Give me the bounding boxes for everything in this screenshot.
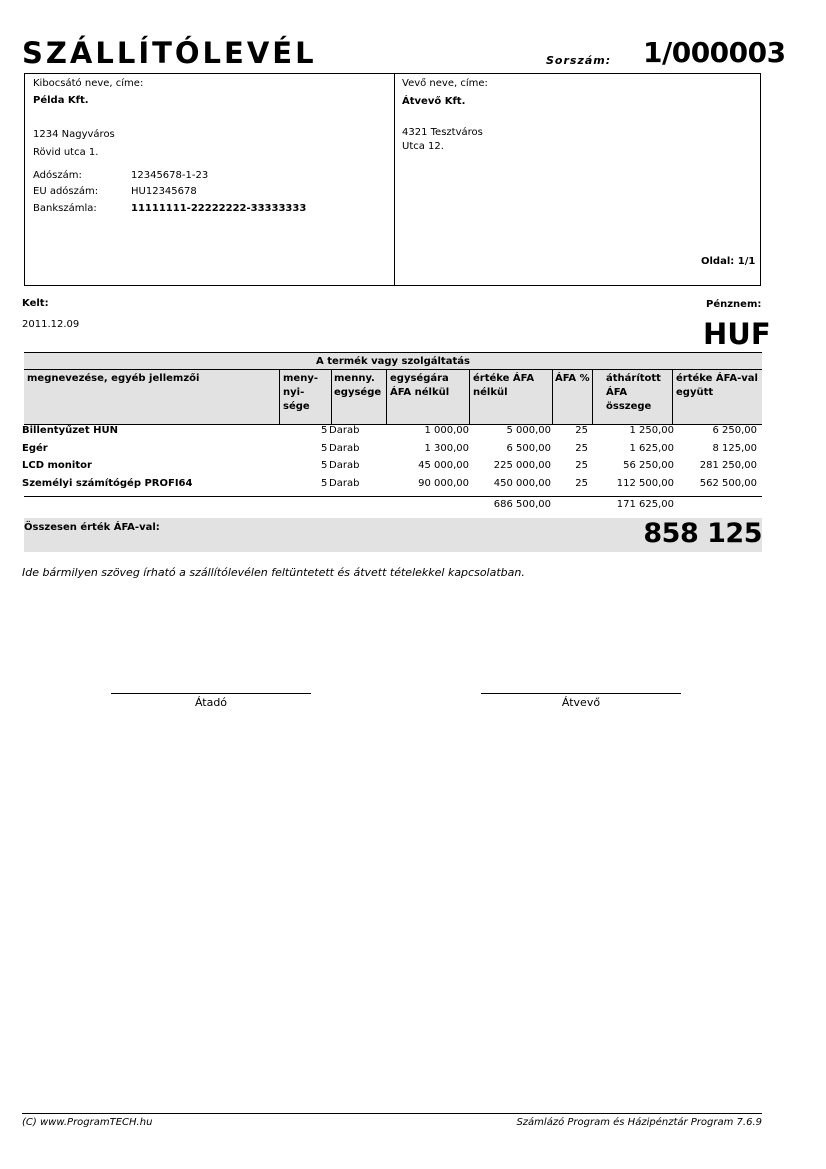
- item-name: Személyi számítógép PROFI64: [22, 478, 193, 489]
- item-vat: 1 625,00: [629, 443, 674, 454]
- item-vat-pct: 25: [575, 478, 588, 489]
- buyer-label: Vevő neve, címe:: [402, 78, 488, 89]
- col-divider: [331, 370, 332, 424]
- item-price: 1 300,00: [424, 443, 469, 454]
- serial-number: 1/000003: [643, 36, 786, 69]
- footer-left-text: (C) www.ProgramTECH.hu: [22, 1117, 153, 1128]
- col-header-price: [390, 372, 449, 400]
- total-label: Összesen érték ÁFA-val:: [24, 522, 160, 533]
- col-header-vat: [606, 372, 661, 414]
- col-header-qty-l1: meny-: [283, 373, 318, 384]
- col-header-qty-l2: nyi-: [283, 387, 305, 398]
- item-qty: 5: [321, 425, 328, 436]
- total-value: 858 125: [643, 518, 762, 549]
- currency-label: Pénznem:: [706, 299, 762, 310]
- col-header-gross-l1: értéke ÁFA-val: [676, 373, 758, 384]
- buyer-name: Átvevő Kft.: [402, 96, 466, 107]
- table-row: [0, 460, 826, 478]
- item-price: 1 000,00: [424, 425, 469, 436]
- col-header-unit-l2: egysége: [334, 387, 382, 398]
- col-header-unit: [334, 372, 381, 400]
- signature-line-right: [481, 693, 681, 694]
- signature-label-right: Átvevő: [561, 696, 601, 709]
- item-vat: 1 250,00: [629, 425, 674, 436]
- issuer-tax-value: 12345678-1-23: [131, 170, 209, 181]
- item-unit: Darab: [329, 425, 360, 436]
- party-divider: [394, 74, 395, 285]
- item-net: 225 000,00: [493, 460, 551, 471]
- col-divider: [672, 370, 673, 424]
- date-value: 2011.12.09: [22, 319, 80, 330]
- serial-label: Sorszám:: [546, 54, 612, 67]
- items-table-header: [24, 352, 762, 424]
- currency-value: HUF: [703, 317, 771, 351]
- buyer-street: Utca 12.: [402, 141, 444, 152]
- item-price: 90 000,00: [418, 478, 469, 489]
- item-price: 45 000,00: [418, 460, 469, 471]
- party-box: [24, 73, 761, 286]
- col-divider: [386, 370, 387, 424]
- col-header-qty: [283, 372, 318, 414]
- col-header-name: megnevezése, egyéb jellemzői: [27, 373, 200, 384]
- col-header-vat-pct: ÁFA %: [555, 373, 590, 384]
- footer-right-text: Számlázó Program és Házipénztár Program 7.6.9: [516, 1117, 762, 1128]
- item-qty: 5: [321, 443, 328, 454]
- table-sum-row: [0, 499, 826, 517]
- item-qty: 5: [321, 460, 328, 471]
- table-row: [0, 443, 826, 461]
- col-divider: [592, 370, 593, 424]
- table-rows-bottom-line: [24, 496, 762, 497]
- item-qty: 5: [321, 478, 328, 489]
- item-unit: Darab: [329, 478, 360, 489]
- issuer-eu-tax-value: HU12345678: [131, 186, 197, 197]
- date-label: Kelt:: [22, 298, 49, 309]
- item-unit: Darab: [329, 460, 360, 471]
- item-net: 450 000,00: [493, 478, 551, 489]
- item-net: 6 500,00: [506, 443, 551, 454]
- issuer-tax-label: Adószám:: [33, 170, 82, 181]
- item-vat-pct: 25: [575, 443, 588, 454]
- col-header-gross: [676, 372, 758, 400]
- table-group-header: A termék vagy szolgáltatás: [24, 352, 762, 370]
- table-row: [0, 425, 826, 443]
- item-gross: 562 500,00: [699, 478, 757, 489]
- item-gross: 281 250,00: [699, 460, 757, 471]
- item-gross: 8 125,00: [712, 443, 757, 454]
- item-name: LCD monitor: [22, 460, 92, 471]
- total-bar: [24, 518, 762, 552]
- table-row: [0, 478, 826, 496]
- issuer-bank-value: 11111111-22222222-33333333: [131, 203, 307, 214]
- col-divider: [279, 370, 280, 424]
- issuer-name: Példa Kft.: [33, 95, 89, 106]
- col-divider: [552, 370, 553, 424]
- item-unit: Darab: [329, 443, 360, 454]
- issuer-label: Kibocsátó neve, címe:: [33, 78, 144, 89]
- issuer-eu-tax-label: EU adószám:: [33, 186, 99, 197]
- sum-vat: 171 625,00: [616, 499, 674, 510]
- col-header-vat-l2: ÁFA: [606, 387, 628, 398]
- col-header-qty-l3: sége: [283, 401, 310, 412]
- page-number: Oldal: 1/1: [701, 256, 756, 267]
- col-header-gross-l2: együtt: [676, 387, 714, 398]
- item-net: 5 000,00: [506, 425, 551, 436]
- issuer-street: Rövid utca 1.: [33, 147, 99, 158]
- col-header-unit-l1: menny.: [334, 373, 375, 384]
- item-name: Egér: [22, 443, 48, 454]
- col-header-vat-l3: összege: [606, 401, 652, 412]
- col-header-net-l2: nélkül: [473, 387, 508, 398]
- item-vat-pct: 25: [575, 425, 588, 436]
- item-vat-pct: 25: [575, 460, 588, 471]
- note-text: Ide bármilyen szöveg írható a szállítólevélen feltüntetett és átvett tételekkel kapcsolatban.: [22, 566, 525, 579]
- col-divider: [469, 370, 470, 424]
- col-header-price-l1: egységára: [390, 373, 449, 384]
- col-header-vat-l1: áthárított: [606, 373, 661, 384]
- col-header-price-l2: ÁFA nélkül: [390, 387, 450, 398]
- item-vat: 112 500,00: [616, 478, 674, 489]
- signature-label-left: Átadó: [194, 696, 228, 709]
- item-vat: 56 250,00: [623, 460, 674, 471]
- item-gross: 6 250,00: [712, 425, 757, 436]
- buyer-zip-city: 4321 Tesztváros: [402, 127, 483, 138]
- document-title: SZÁLLÍTÓLEVÉL: [22, 36, 317, 70]
- col-header-net-l1: értéke ÁFA: [473, 373, 535, 384]
- issuer-zip-city: 1234 Nagyváros: [33, 129, 115, 140]
- footer-line: [22, 1113, 762, 1114]
- signature-line-left: [111, 693, 311, 694]
- sum-net: 686 500,00: [493, 499, 551, 510]
- item-name: Billentyűzet HUN: [22, 425, 118, 436]
- issuer-bank-label: Bankszámla:: [33, 203, 97, 214]
- col-header-net: [473, 372, 534, 400]
